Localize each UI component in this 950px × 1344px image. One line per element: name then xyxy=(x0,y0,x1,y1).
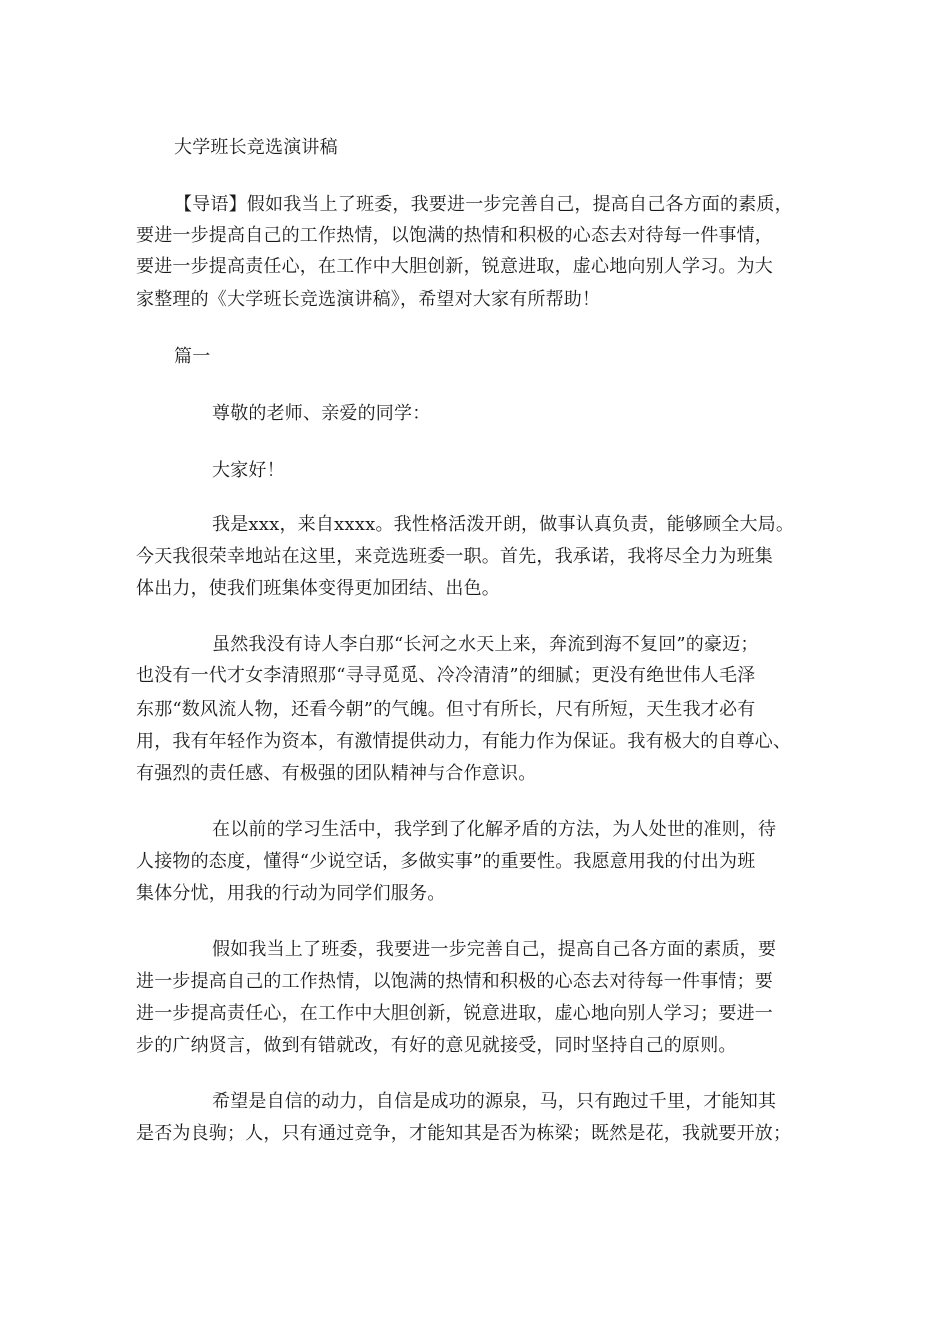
paragraph-line: 用，我有年轻作为资本，有激情提供动力，有能力作为保证。我有极大的自尊心、 xyxy=(136,731,792,752)
paragraph-line: 我是xxx，来自xxxx。我性格活泼开朗，做事认真负责，能够顾全大局。 xyxy=(212,514,795,535)
paragraph-line: 虽然我没有诗人李白那“长河之水天上来，奔流到海不复回”的豪迈； xyxy=(212,634,759,655)
paragraph-line: 希望是自信的动力，自信是成功的源泉，马，只有跑过千里，才能知其 xyxy=(212,1091,777,1112)
section-heading: 篇一 xyxy=(174,346,211,367)
paragraph-line: 步的广纳贤言，做到有错就改，有好的意见就接受，同时坚持自己的原则。 xyxy=(136,1035,737,1056)
greeting: 大家好！ xyxy=(212,460,285,481)
intro-line: 要进一步提高自己的工作热情，以饱满的热情和积极的心态去对待每一件事情， xyxy=(136,225,773,246)
intro-line: 要进一步提高责任心，在工作中大胆创新，锐意进取，虚心地向别人学习。为大 xyxy=(136,256,773,277)
paragraph-line: 体出力，使我们班集体变得更加团结、出色。 xyxy=(136,578,500,599)
paragraph-line: 今天我很荣幸地站在这里，来竞选班委一职。首先，我承诺，我将尽全力为班集 xyxy=(136,546,773,567)
salutation: 尊敬的老师、亲爱的同学： xyxy=(212,403,431,424)
paragraph-line: 进一步提高责任心，在工作中大胆创新，锐意进取，虚心地向别人学习；要进一 xyxy=(136,1003,773,1024)
paragraph-line: 人接物的态度，懂得“少说空话，多做实事”的重要性。我愿意用我的付出为班 xyxy=(136,851,756,872)
paragraph-line: 也没有一代才女李清照那“寻寻觅觅、冷冷清清”的细腻；更没有绝世伟人毛泽 xyxy=(136,665,756,686)
intro-line: 家整理的《大学班长竞选演讲稿》，希望对大家有所帮助！ xyxy=(136,289,601,310)
paragraph-line: 进一步提高自己的工作热情，以饱满的热情和积极的心态去对待每一件事情；要 xyxy=(136,971,773,992)
paragraph-line: 有强烈的责任感、有极强的团队精神与合作意识。 xyxy=(136,763,537,784)
paragraph-line: 假如我当上了班委，我要进一步完善自己，提高自己各方面的素质，要 xyxy=(212,939,777,960)
paragraph-line: 集体分忧，用我的行动为同学们服务。 xyxy=(136,883,446,904)
paragraph-line: 在以前的学习生活中，我学到了化解矛盾的方法，为人处世的准则，待 xyxy=(212,819,777,840)
paragraph-line: 是否为良驹；人，只有通过竞争，才能知其是否为栋梁；既然是花，我就要开放； xyxy=(136,1123,792,1144)
intro-line: 【导语】假如我当上了班委，我要进一步完善自己，提高自己各方面的素质， xyxy=(174,194,793,215)
document-title: 大学班长竞选演讲稿 xyxy=(174,137,338,158)
paragraph-line: 东那“数风流人物，还看今朝”的气魄。但寸有所长，尺有所短，天生我才必有 xyxy=(136,699,756,720)
